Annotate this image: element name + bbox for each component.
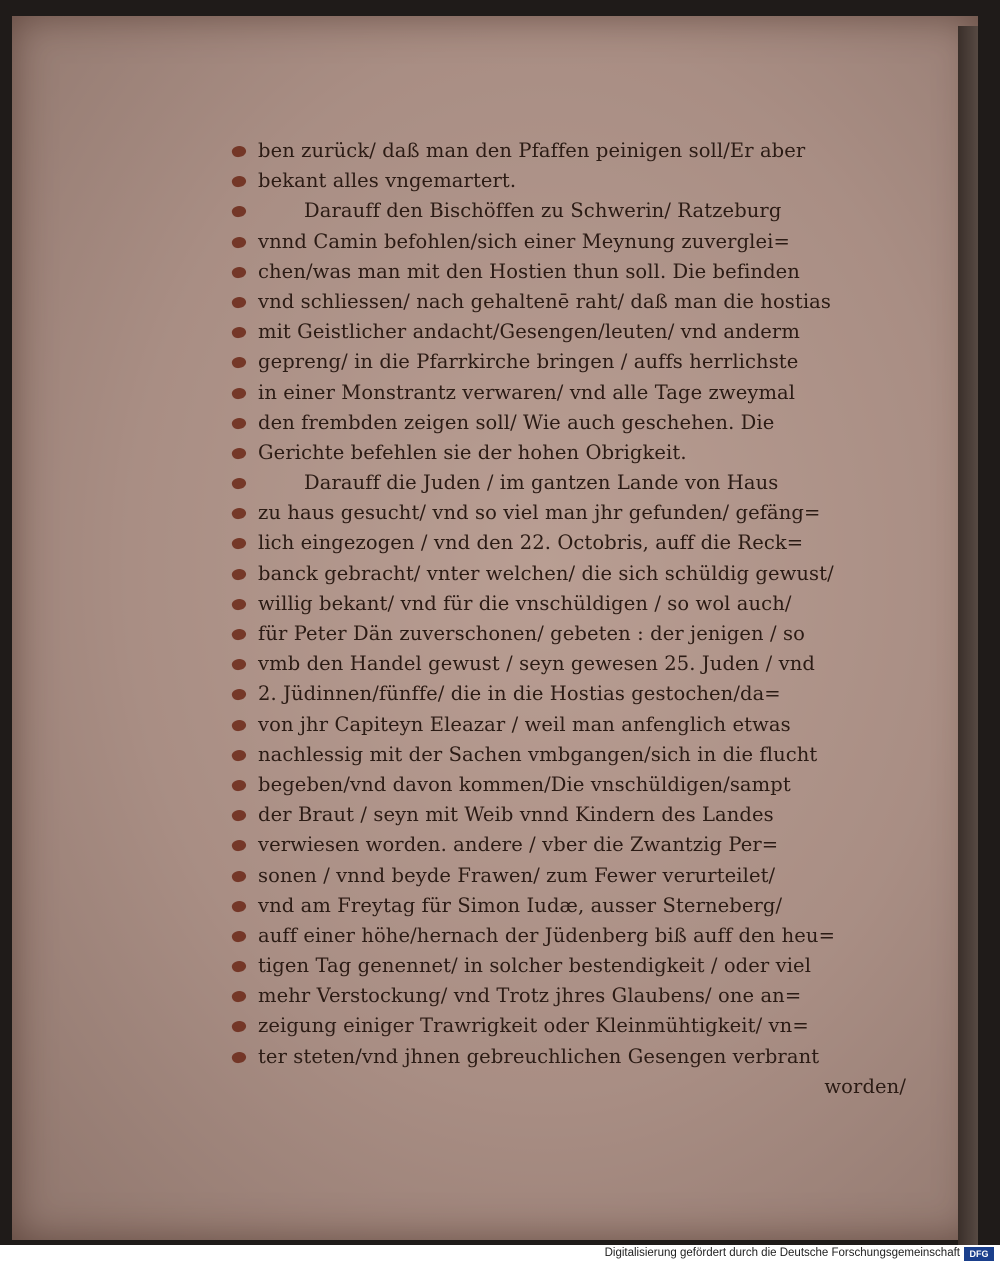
- margin-mark: [231, 1050, 248, 1065]
- text-line: Gerichte befehlen sie der hohen Obrigkeit.: [234, 438, 906, 468]
- text-line: ben zurück/ daß man den Pfaffen peinigen soll/Er aber: [234, 136, 906, 166]
- footer-bar: [0, 1245, 1000, 1264]
- margin-mark: [231, 174, 248, 189]
- margin-mark: [231, 235, 248, 250]
- margin-mark: [231, 718, 248, 733]
- text-line: Darauff die Juden / im gantzen Lande von Haus: [234, 468, 906, 498]
- text-line: mehr Verstockung/ vnd Trotz jhres Glaubens/ one an=: [234, 981, 906, 1011]
- text-line: Darauff den Bischöffen zu Schwerin/ Ratzeburg: [234, 196, 906, 226]
- book-page: [12, 16, 978, 1240]
- text-line: vnnd Camin befohlen/sich einer Meynung zuverglei=: [234, 227, 906, 257]
- text-line: nachlessig mit der Sachen vmbgangen/sich in die flucht: [234, 740, 906, 770]
- text-line: vnd schliessen/ nach gehaltenē raht/ daß man die hostias: [234, 287, 906, 317]
- margin-mark: [231, 567, 248, 582]
- dfg-logo-icon: DFG: [964, 1247, 994, 1261]
- text-line: banck gebracht/ vnter welchen/ die sich schüldig gewust/: [234, 559, 906, 589]
- margin-mark: [231, 778, 248, 793]
- text-line: sonen / vnnd beyde Frawen/ zum Fewer verurteilet/: [234, 861, 906, 891]
- margin-mark: [231, 959, 248, 974]
- text-line: gepreng/ in die Pfarrkirche bringen / auffs herrlichste: [234, 347, 906, 377]
- text-line: den frembden zeigen soll/ Wie auch geschehen. Die: [234, 408, 906, 438]
- page-text-block: [234, 136, 906, 1102]
- text-line: ter steten/vnd jhnen gebreuchlichen Gesengen verbrant: [234, 1042, 906, 1072]
- funding-credit: Digitalisierung gefördert durch die Deutsche Forschungsgemeinschaft: [604, 1247, 960, 1259]
- margin-mark: [231, 627, 248, 642]
- text-line: willig bekant/ vnd für die vnschüldigen / so wol auch/: [234, 589, 906, 619]
- margin-mark: [231, 204, 248, 219]
- margin-mark: [231, 868, 248, 883]
- margin-mark: [231, 476, 248, 491]
- text-line: von jhr Capiteyn Eleazar / weil man anfenglich etwas: [234, 710, 906, 740]
- margin-mark: [231, 838, 248, 853]
- text-line: chen/was man mit den Hostien thun soll. Die befinden: [234, 257, 906, 287]
- text-line: zeigung einiger Trawrigkeit oder Kleinmühtigkeit/ vn=: [234, 1011, 906, 1041]
- text-line: für Peter Dän zuverschonen/ gebeten : der jenigen / so: [234, 619, 906, 649]
- catchword-line: worden/: [824, 1074, 906, 1098]
- margin-mark: [231, 597, 248, 612]
- text-line: tigen Tag genennet/ in solcher bestendigkeit / oder viel: [234, 951, 906, 981]
- margin-mark: [231, 144, 248, 159]
- margin-mark: [231, 808, 248, 823]
- text-line: bekant alles vngemartert.: [234, 166, 906, 196]
- margin-mark: [231, 416, 248, 431]
- margin-mark: [231, 536, 248, 551]
- margin-mark: [231, 748, 248, 763]
- margin-mark: [231, 446, 248, 461]
- text-line: begeben/vnd davon kommen/Die vnschüldigen/sampt: [234, 770, 906, 800]
- text-line: in einer Monstrantz verwaren/ vnd alle Tage zweymal: [234, 378, 906, 408]
- text-line: zu haus gesucht/ vnd so viel man jhr gefunden/ gefäng=: [234, 498, 906, 528]
- margin-mark: [231, 385, 248, 400]
- margin-mark: [231, 506, 248, 521]
- margin-mark: [231, 989, 248, 1004]
- text-line: verwiesen worden. andere / vber die Zwantzig Per=: [234, 830, 906, 860]
- text-line: lich eingezogen / vnd den 22. Octobris, auff die Reck=: [234, 528, 906, 558]
- margin-mark: [231, 687, 248, 702]
- margin-mark: [231, 325, 248, 340]
- margin-mark: [231, 295, 248, 310]
- text-line: 2. Jüdinnen/fünffe/ die in die Hostias gestochen/da=: [234, 679, 906, 709]
- margin-mark: [231, 899, 248, 914]
- margin-mark: [231, 355, 248, 370]
- text-line: vmb den Handel gewust / seyn gewesen 25. Juden / vnd: [234, 649, 906, 679]
- text-line: der Braut / seyn mit Weib vnnd Kindern des Landes: [234, 800, 906, 830]
- page-edge: [958, 26, 978, 1250]
- text-line: mit Geistlicher andacht/Gesengen/leuten/ vnd anderm: [234, 317, 906, 347]
- margin-mark: [231, 929, 248, 944]
- text-line: vnd am Freytag für Simon Iudæ, ausser Sterneberg/: [234, 891, 906, 921]
- margin-mark: [231, 1019, 248, 1034]
- margin-mark: [231, 657, 248, 672]
- text-line: auff einer höhe/hernach der Jüdenberg biß auff den heu=: [234, 921, 906, 951]
- margin-mark: [231, 265, 248, 280]
